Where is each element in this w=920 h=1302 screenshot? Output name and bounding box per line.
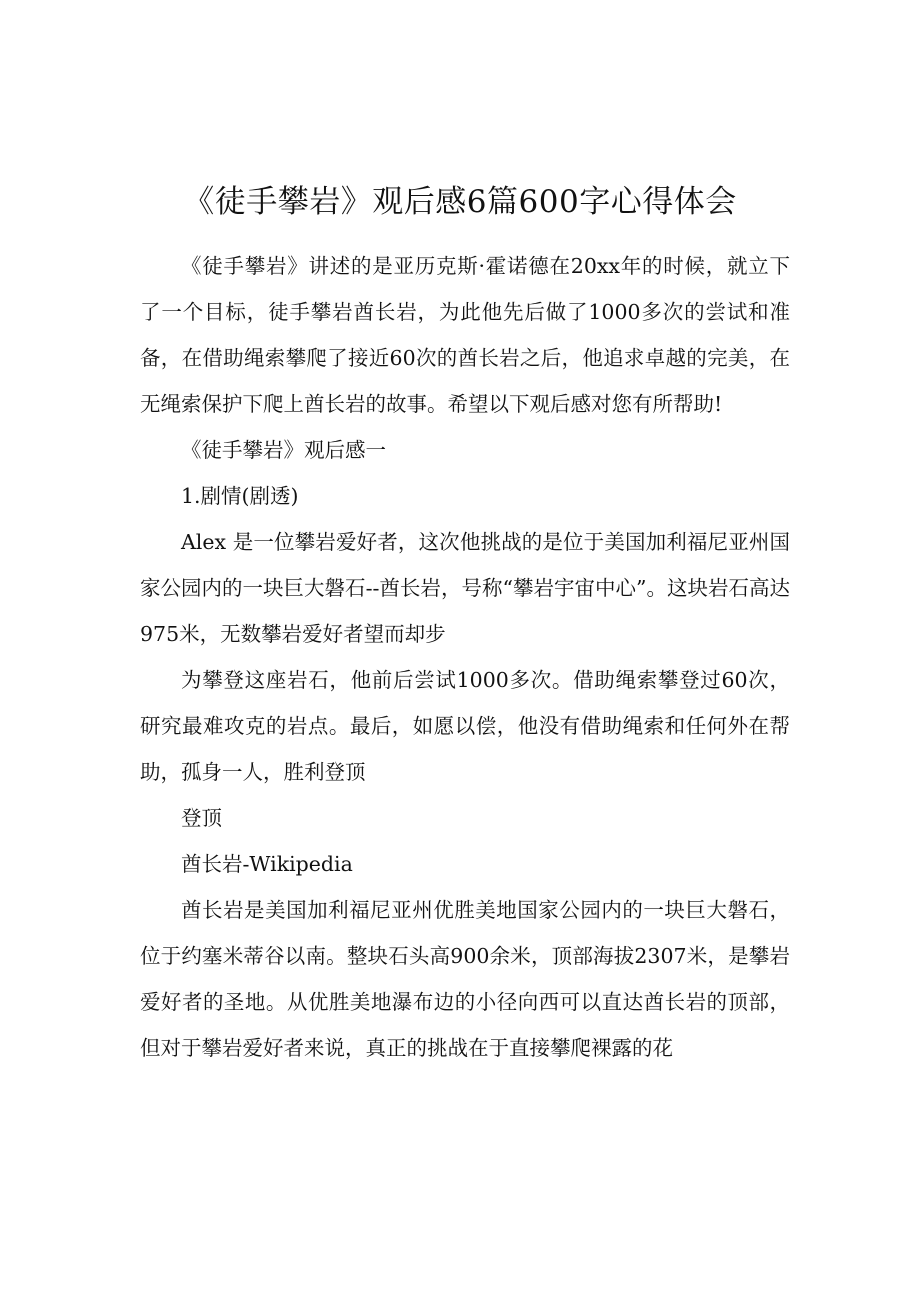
attempts-paragraph: 为攀登这座岩石，他前后尝试1000多次。借助绳索攀登过60次，研究最难攻克的岩点。最后，如愿以偿，他没有借助绳索和任何外在帮助，孤身一人，胜利登顶	[140, 668, 790, 784]
plot-paragraph: Alex 是一位攀岩爱好者，这次他挑战的是位于美国加利福尼亚州国家公园内的一块巨大磐石--酋长岩，号称“攀岩宇宙中心”。这块岩石高达975米，无数攀岩爱好者望而却步	[140, 530, 790, 646]
wikipedia-label: 酋长岩-Wikipedia	[181, 852, 353, 876]
section-heading: 《徒手攀岩》观后感一	[181, 438, 386, 462]
summit-label: 登顶	[181, 806, 222, 830]
document-title: 《徒手攀岩》观后感6篇600字心得体会	[183, 184, 737, 220]
subsection-heading: 1.剧情(剧透)	[181, 484, 299, 508]
el-capitan-paragraph: 酋长岩是美国加利福尼亚州优胜美地国家公园内的一块巨大磐石，位于约塞米蒂谷以南。整块石头高900余米，顶部海拔2307米，是攀岩爱好者的圣地。从优胜美地瀑布边的小径向西可以直达酋长岩的顶部，但对于攀岩爱好者来说，真正的挑战在于直接攀爬裸露的花	[140, 898, 790, 1060]
intro-paragraph: 《徒手攀岩》讲述的是亚历克斯·霍诺德在20xx年的时候，就立下了一个目标，徒手攀岩酋长岩，为此他先后做了1000多次的尝试和准备，在借助绳索攀爬了接近60次的酋长岩之后，他追求卓越的完美，在无绳索保护下爬上酋长岩的故事。希望以下观后感对您有所帮助!	[140, 254, 790, 416]
document-body	[140, 243, 790, 1071]
